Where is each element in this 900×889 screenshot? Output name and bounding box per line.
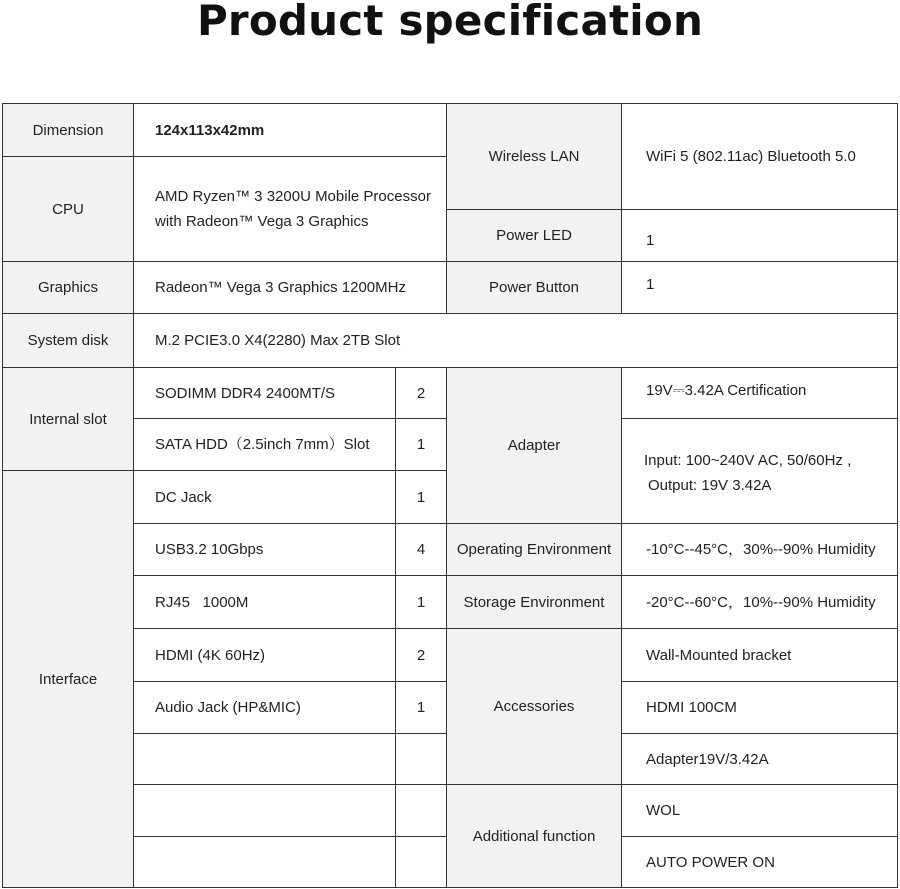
interface-empty-cell (133, 784, 396, 837)
adapter-label: Adapter (446, 367, 622, 524)
operating-env-label: Operating Environment (446, 523, 622, 576)
interface-item-name: HDMI (4K 60Hz) (133, 628, 396, 682)
adapter-output: Output: 19V 3.42A (648, 477, 772, 494)
storage-env-value: -20°C--60°C，10%--90% Humidity (621, 575, 898, 629)
storage-env-label: Storage Environment (446, 575, 622, 629)
internal-slot-label: Internal slot (2, 367, 134, 471)
power-button-label: Power Button (446, 261, 622, 314)
interface-empty-cell (395, 836, 447, 888)
cpu-value-line2: with Radeon™ Vega 3 Graphics (155, 213, 369, 230)
page-title: Product specification (196, 0, 704, 45)
interface-item-qty: 1 (395, 575, 447, 629)
interface-empty-cell (133, 733, 396, 785)
accessories-item: Wall-Mounted bracket (621, 628, 898, 682)
internal-slot-item-qty: 1 (395, 418, 447, 471)
cpu-value (133, 156, 447, 262)
power-led-value: 1 (621, 209, 898, 262)
interface-item-qty: 1 (395, 470, 447, 524)
interface-item-name: RJ45 1000M (133, 575, 396, 629)
internal-slot-item-name: SODIMM DDR4 2400MT/S (133, 367, 396, 419)
additional-function-label: Additional function (446, 784, 622, 888)
accessories-label: Accessories (446, 628, 622, 785)
interface-item-qty: 1 (395, 681, 447, 734)
power-button-value: 1 (621, 261, 898, 314)
adapter-certification: 19V⎓3.42A Certification (621, 367, 898, 419)
system-disk-label: System disk (2, 313, 134, 368)
interface-empty-cell (395, 733, 447, 785)
accessories-item: Adapter19V/3.42A (621, 733, 898, 785)
additional-function-item: AUTO POWER ON (621, 836, 898, 888)
interface-empty-cell (395, 784, 447, 837)
interface-label: Interface (2, 470, 134, 888)
wireless-lan-value: WiFi 5 (802.11ac) Bluetooth 5.0 (621, 103, 898, 210)
interface-empty-cell (133, 836, 396, 888)
dimension-label: Dimension (2, 103, 134, 157)
graphics-label: Graphics (2, 261, 134, 314)
interface-item-name: Audio Jack (HP&MIC) (133, 681, 396, 734)
interface-item-qty: 4 (395, 523, 447, 576)
accessories-item: HDMI 100CM (621, 681, 898, 734)
graphics-value: Radeon™ Vega 3 Graphics 1200MHz (133, 261, 447, 314)
interface-item-name: DC Jack (133, 470, 396, 524)
operating-env-value: -10°C--45°C，30%--90% Humidity (621, 523, 898, 576)
system-disk-value: M.2 PCIE3.0 X4(2280) Max 2TB Slot (133, 313, 898, 368)
additional-function-item: WOL (621, 784, 898, 837)
power-led-label: Power LED (446, 209, 622, 262)
adapter-input-output (621, 418, 898, 524)
dimension-value: 124x113x42mm (133, 103, 447, 157)
interface-item-qty: 2 (395, 628, 447, 682)
interface-item-name: USB3.2 10Gbps (133, 523, 396, 576)
adapter-input: Input: 100~240V AC, 50/60Hz , (644, 452, 852, 469)
internal-slot-item-qty: 2 (395, 367, 447, 419)
internal-slot-item-name: SATA HDD（2.5inch 7mm）Slot (133, 418, 396, 471)
cpu-value-line1: AMD Ryzen™ 3 3200U Mobile Processor (155, 188, 431, 205)
wireless-lan-label: Wireless LAN (446, 103, 622, 210)
cpu-label: CPU (2, 156, 134, 262)
